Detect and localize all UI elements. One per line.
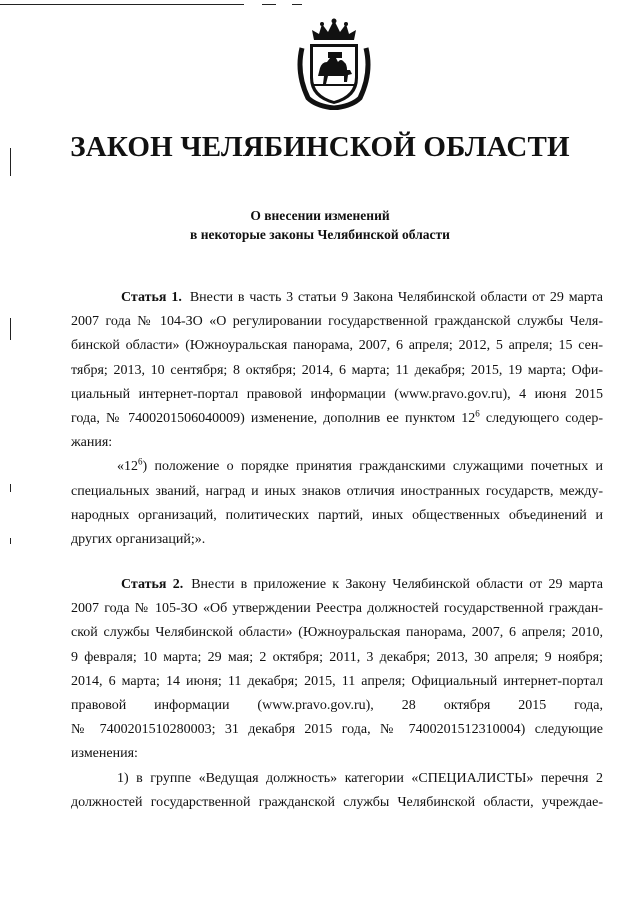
article-2-line: 9 февраля; 10 марта; 29 мая; 2 октября; 2011, 3 декабря; 2013, 30 апреля; 9 ноября; [71,649,603,665]
scan-artifact-left-mark [10,538,11,544]
law-title: ЗАКОН ЧЕЛЯБИНСКОЙ ОБЛАСТИ [70,131,570,163]
article-1-label: Статья 1. [121,290,182,305]
article-1-line: года, № 7400201506040009) изменение, дополнив ее пунктом $12^6$ следующего содер- [71,408,604,427]
article-2-line: № 7400201510280003; 31 декабря 2015 года, № 7400201512310004) следующие [71,722,603,738]
superscript: 6 [138,456,143,467]
article-1-line: циальный интернет-портал правовой информации (www.pravo.gov.ru), 4 июня 2015 [71,386,603,402]
item-1-line: 1) в группе «Ведущая должность» категории «СПЕЦИАЛИСТЫ» перечня 2 [117,770,603,786]
article-1 [71,286,603,552]
subtitle-line-2: в некоторые законы Челябинской области [190,227,450,242]
article-1-line: бинской области» (Южноуральская панорама, 2007, 6 апреля; 2012, 5 апреля; 15 сен- [71,338,603,354]
scan-artifact-top-dash [292,4,302,5]
article-1-line: жания: [71,435,113,451]
article-2-line: правовой информации (www.pravo.gov.ru), 28 октября 2015 года, [71,698,603,714]
article-2-line: ской службы Челябинской области» (Южноуральская панорама, 2007, 6 апреля; 2010, [71,625,603,641]
quote-line: народных организаций, политических партий, иных общественных объединений и [71,507,603,523]
scan-artifact-top-line [0,4,244,5]
article-1-line: тября; 2013, 10 сентября; 8 октября; 2014, 6 марта; 11 декабря; 2015, 19 марта; Офи- [71,362,603,378]
article-1-line: 2007 года № 104-ЗО «О регулировании государственной гражданской службы Челя- [71,314,603,330]
article-2 [71,573,603,815]
superscript: 6 [475,408,480,419]
subtitle-line-1: О внесении изменений [250,208,390,223]
scan-artifact-top-dash [262,4,276,5]
article-2-label: Статья 2. [121,577,184,592]
article-1-line: Статья 1. Внести в часть 3 статьи 9 Закона Челябинской области от 29 марта [121,290,604,305]
scan-artifact-left-mark [10,318,11,340]
quote-line: специальных званий, наград и иных знаков отличия иностранных государств, между- [71,483,603,499]
article-2-line: изменения: [71,746,138,762]
scan-artifact-left-mark [10,484,11,492]
coat-of-arms-emblem [294,18,374,110]
quote-line: других организаций;». [71,532,206,548]
article-2-line: 2007 года № 105-ЗО «Об утверждении Реестра должностей государственной граждан- [71,601,603,617]
article-2-line: Статья 2. Внести в приложение к Закону Челябинской области от 29 марта [121,577,604,592]
quote-line: «$12^6$) положение о порядке принятия гражданскими служащими почетных и [117,456,603,475]
item-1-line: должностей государственной гражданской службы Челябинской области, учреждае- [71,794,603,810]
article-2-line: 2014, 6 марта; 14 июня; 11 декабря; 2015, 11 апреля; Официальный интернет-портал [71,673,603,689]
